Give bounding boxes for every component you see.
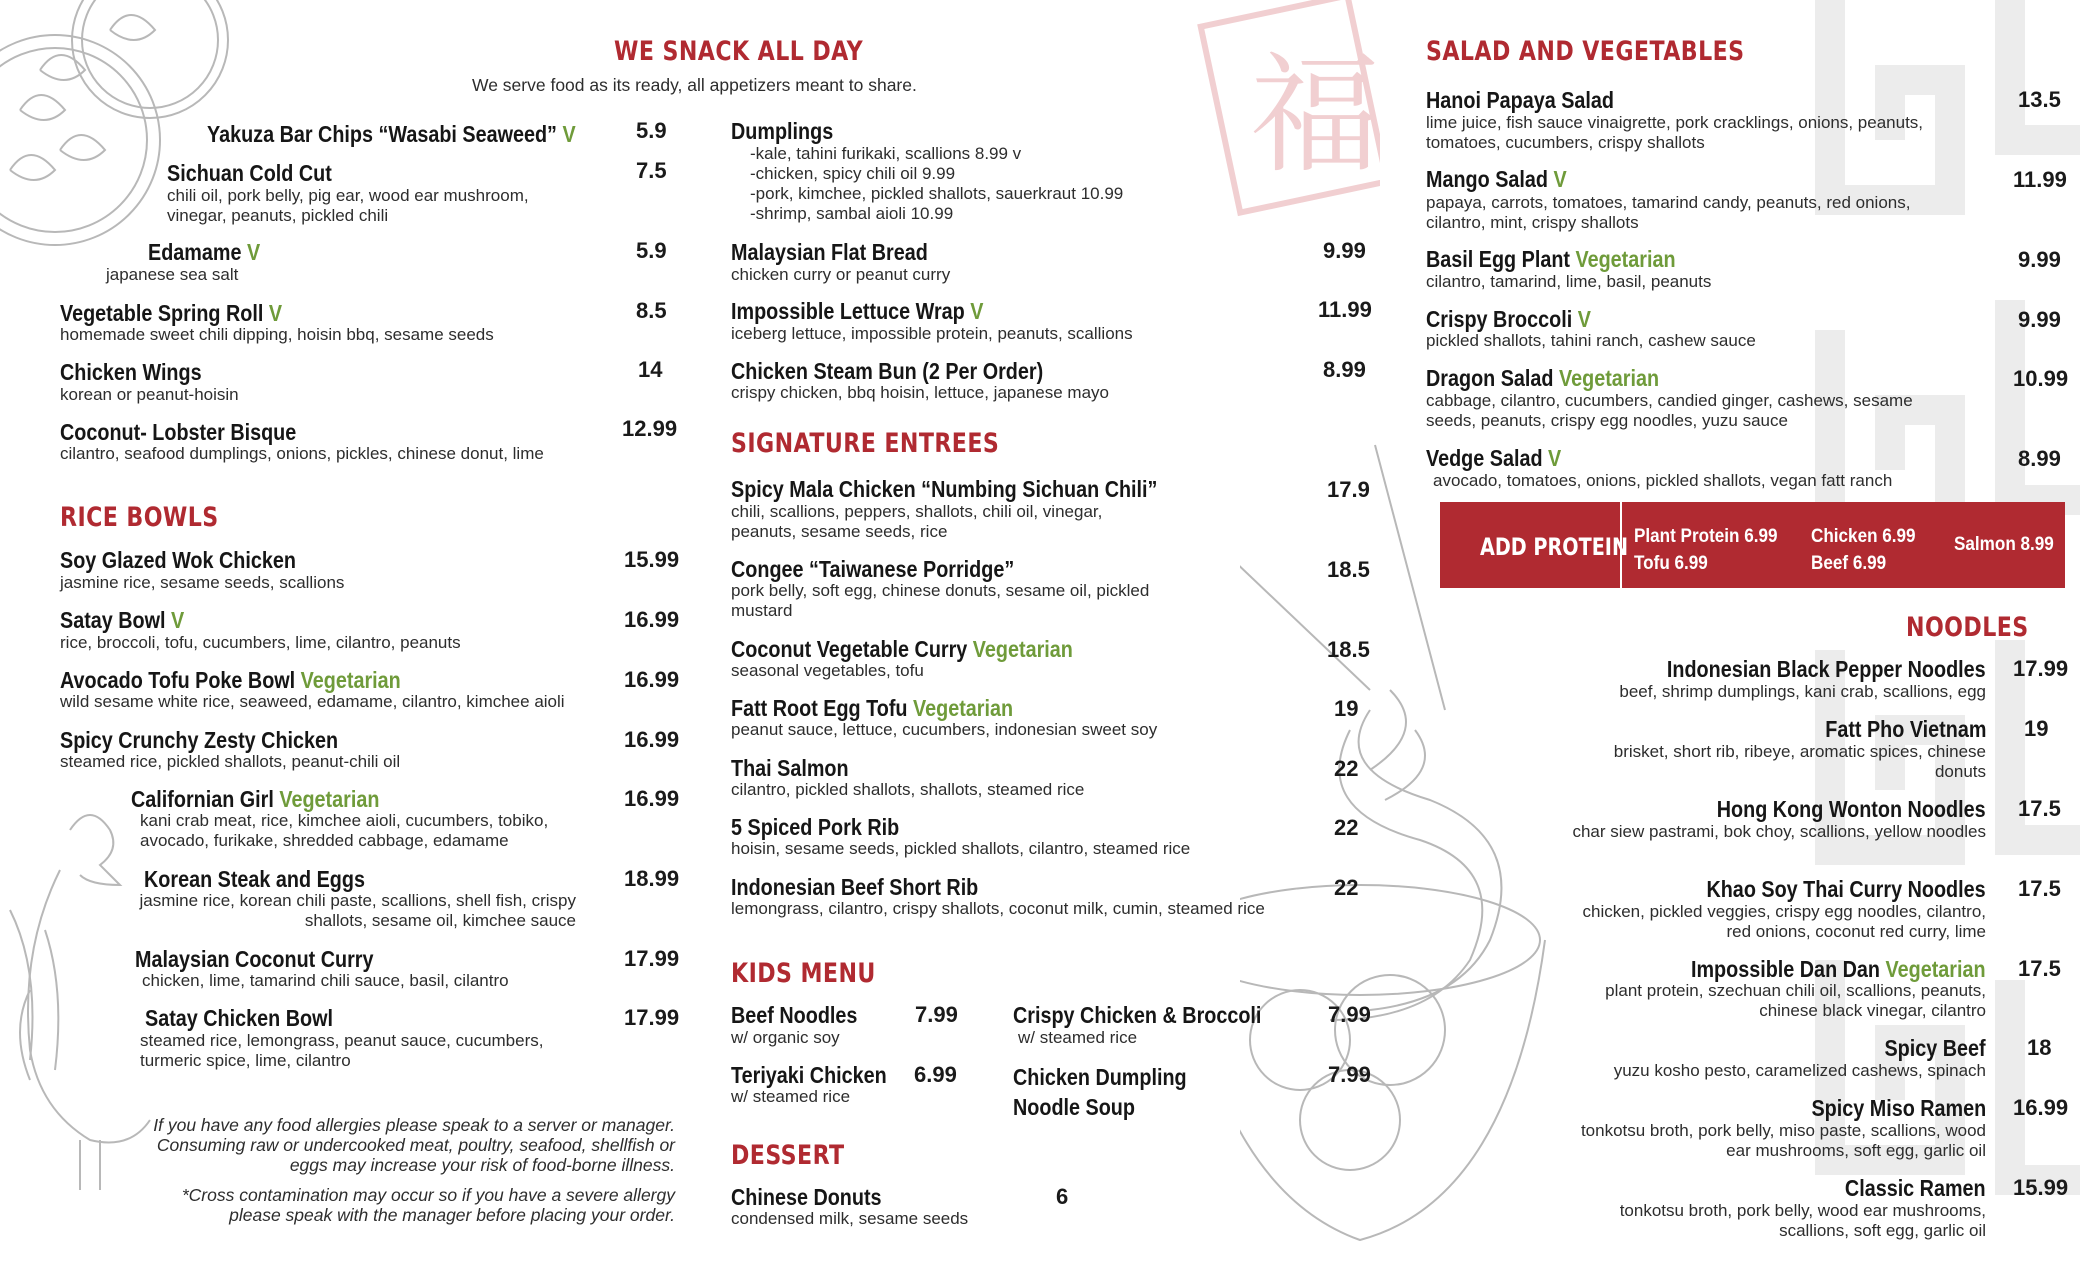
salad-title: SALAD AND VEGETABLES bbox=[1426, 36, 1745, 67]
menu-item-name: Coconut Vegetable Curry Vegetarian bbox=[731, 636, 1073, 662]
menu-item-desc: yuzu kosho pesto, caramelized cashews, spinach bbox=[1613, 1061, 1986, 1080]
dumpling-option: -chicken, spicy chili oil 9.99 bbox=[750, 164, 956, 183]
menu-item-name: Indonesian Black Pepper Noodles bbox=[1667, 656, 1986, 682]
menu-item-price: 13.5 bbox=[2018, 87, 2061, 112]
menu-item-desc: plant protein, szechuan chili oil, scallions, peanuts, chinese black vinegar, cilantro bbox=[1605, 981, 1986, 1020]
menu-item-name: Basil Egg Plant Vegetarian bbox=[1426, 246, 1676, 272]
menu-item-desc: wild sesame white rice, seaweed, edamame, cilantro, kimchee aioli bbox=[60, 692, 565, 711]
menu-item-name: Edamame V bbox=[148, 239, 261, 265]
menu-item-price: 18.99 bbox=[624, 866, 680, 891]
menu-item-desc: peanut sauce, lettuce, cucumbers, indonesian sweet soy bbox=[731, 720, 1158, 739]
menu-item-desc: pork belly, soft egg, chinese donuts, sesame oil, pickled mustard bbox=[731, 581, 1150, 620]
menu-item-name: Vedge Salad V bbox=[1426, 445, 1562, 471]
menu-item-price: 17.9 bbox=[1327, 477, 1370, 502]
menu-item-price: 17.99 bbox=[624, 946, 680, 971]
menu-item-desc: cilantro, pickled shallots, shallots, steamed rice bbox=[731, 780, 1085, 799]
menu-item-desc: chili, scallions, peppers, shallots, chili oil, vinegar, peanuts, sesame seeds, rice bbox=[731, 502, 1103, 541]
menu-item-desc: chili oil, pork belly, pig ear, wood ear mushroom, vinegar, peanuts, pickled chili bbox=[167, 186, 529, 225]
protein-option: Beef 6.99 bbox=[1811, 553, 1887, 574]
menu-item-price: 9.99 bbox=[2018, 247, 2061, 272]
menu-item-price: 7.99 bbox=[1328, 1062, 1371, 1087]
menu-item-desc: crispy chicken, bbq hoisin, lettuce, japanese mayo bbox=[731, 383, 1109, 402]
menu-item-price: 9.99 bbox=[1323, 238, 1366, 263]
menu-item-desc: w/ steamed rice bbox=[731, 1087, 851, 1106]
menu-item-name: Khao Soy Thai Curry Noodles bbox=[1706, 876, 1986, 902]
menu-item-price: 7.99 bbox=[1328, 1002, 1371, 1027]
menu-item-name: Malaysian Coconut Curry bbox=[135, 946, 374, 972]
menu-item-desc: lemongrass, cilantro, crispy shallots, coconut milk, cumin, steamed rice bbox=[731, 899, 1265, 918]
menu-item-desc: cilantro, seafood dumplings, onions, pickles, chinese donut, lime bbox=[60, 444, 544, 463]
cross-contamination-notice: *Cross contamination may occur so if you have a severe allergy please speak with the manager before placing your order. bbox=[181, 1185, 675, 1225]
menu-item-desc: tonkotsu broth, pork belly, miso paste, scallions, wood ear mushrooms, soft egg, garlic oil bbox=[1580, 1121, 1986, 1160]
menu-item-price: 16.99 bbox=[624, 607, 680, 632]
add-protein-title: ADD PROTEIN bbox=[1480, 533, 1629, 561]
menu-item-desc: kani crab meat, rice, kimchee aioli, cucumbers, tobiko, avocado, furikake, shredded cabbage, edamame bbox=[140, 811, 549, 850]
menu-item-price: 10.99 bbox=[2013, 366, 2069, 391]
menu-item-price: 19 bbox=[1334, 696, 1359, 721]
menu-item-desc: tonkotsu broth, pork belly, wood ear mushrooms, scallions, soft egg, garlic oil bbox=[1619, 1201, 1986, 1240]
menu-item-price: 22 bbox=[1334, 875, 1359, 900]
menu-item-price: 18.5 bbox=[1327, 557, 1370, 582]
menu-item-name: Chicken Dumpling Noodle Soup bbox=[1013, 1064, 1187, 1120]
menu-item-name: Malaysian Flat Bread bbox=[731, 239, 928, 265]
menu-item-price: 22 bbox=[1334, 756, 1359, 781]
menu-item-name: Fatt Root Egg Tofu Vegetarian bbox=[731, 695, 1014, 721]
menu-item-price: 16.99 bbox=[624, 667, 680, 692]
menu-item-name: Korean Steak and Eggs bbox=[144, 866, 365, 892]
menu-item-price: 17.5 bbox=[2018, 876, 2061, 901]
menu-item-price: 5.9 bbox=[636, 118, 667, 143]
menu-item-name: Chicken Steam Bun (2 Per Order) bbox=[731, 358, 1044, 384]
menu-item-price: 8.5 bbox=[636, 298, 667, 323]
menu-item-name: Sichuan Cold Cut bbox=[167, 160, 332, 186]
menu-item-price: 18.5 bbox=[1327, 637, 1370, 662]
menu-item-desc: chicken curry or peanut curry bbox=[731, 265, 951, 284]
menu-item-name: Spicy Crunchy Zesty Chicken bbox=[60, 727, 339, 753]
menu-item-desc: chicken, pickled veggies, crispy egg noodles, cilantro, red onions, coconut red curry, lime bbox=[1582, 902, 1986, 941]
snacks-title: WE SNACK ALL DAY bbox=[614, 36, 864, 67]
menu-item-desc: homemade sweet chili dipping, hoisin bbq, sesame seeds bbox=[60, 325, 494, 344]
menu-item-name: Impossible Lettuce Wrap V bbox=[731, 298, 984, 324]
menu-item-name: Crispy Chicken & Broccoli bbox=[1013, 1002, 1262, 1028]
menu-item-price: 15.99 bbox=[2013, 1175, 2069, 1200]
menu-item-desc: hoisin, sesame seeds, pickled shallots, cilantro, steamed rice bbox=[731, 839, 1191, 858]
menu-item-name: Classic Ramen bbox=[1845, 1175, 1986, 1201]
menu-item-price: 8.99 bbox=[2018, 446, 2061, 471]
menu-item-name: Satay Chicken Bowl bbox=[145, 1005, 333, 1031]
menu-item-name: Dumplings bbox=[731, 118, 834, 144]
menu-item-desc: w/ steamed rice bbox=[1018, 1028, 1138, 1047]
menu-item-name: Hong Kong Wonton Noodles bbox=[1717, 796, 1986, 822]
menu-item-name: Spicy Mala Chicken “Numbing Sichuan Chili” bbox=[731, 476, 1158, 502]
menu-item-desc: cabbage, cilantro, cucumbers, candied ginger, cashews, sesame seeds, peanuts, crispy egg noodles, yuzu sauce bbox=[1426, 391, 1913, 430]
snacks-subtitle: We serve food as its ready, all appetizers meant to share. bbox=[472, 75, 917, 95]
menu-item-price: 14 bbox=[638, 357, 663, 382]
menu-item-price: 16.99 bbox=[2013, 1095, 2069, 1120]
dessert-title: DESSERT bbox=[731, 1140, 845, 1171]
menu-item-desc: pickled shallots, tahini ranch, cashew sauce bbox=[1426, 331, 1756, 350]
menu-item-name: Vegetable Spring Roll V bbox=[60, 300, 283, 326]
menu-item-price: 18 bbox=[2027, 1035, 2052, 1060]
menu-item-name: Crispy Broccoli V bbox=[1426, 306, 1591, 332]
fu-character-watermark bbox=[1190, 0, 1380, 240]
menu-item-name: Chinese Donuts bbox=[731, 1184, 882, 1210]
menu-item-price: 16.99 bbox=[624, 786, 680, 811]
menu-item-price: 7.99 bbox=[915, 1002, 958, 1027]
protein-option: Plant Protein 6.99 bbox=[1634, 526, 1778, 547]
menu-item-desc: w/ organic soy bbox=[731, 1028, 840, 1047]
menu-item-name: Impossible Dan Dan Vegetarian bbox=[1691, 956, 1986, 982]
noodles-title: NOODLES bbox=[1906, 612, 2029, 643]
menu-item-desc: jasmine rice, korean chili paste, scallions, shell fish, crispy shallots, sesame oil, kimchee sauce bbox=[139, 891, 576, 930]
menu-item-price: 6 bbox=[1056, 1184, 1069, 1209]
svg-text:福: 福 bbox=[1250, 39, 1380, 191]
menu-item-name: Congee “Taiwanese Porridge” bbox=[731, 556, 1015, 582]
menu-item-desc: korean or peanut-hoisin bbox=[60, 385, 239, 404]
kids-menu-title: KIDS MENU bbox=[731, 958, 876, 989]
menu-item-price: 5.9 bbox=[636, 238, 667, 263]
menu-item-name: Thai Salmon bbox=[731, 755, 849, 781]
menu-item-name: 5 Spiced Pork Rib bbox=[731, 814, 900, 840]
menu-item-name: Californian Girl Vegetarian bbox=[131, 786, 380, 812]
menu-item-desc: jasmine rice, sesame seeds, scallions bbox=[60, 573, 345, 592]
menu-item-name: Spicy Miso Ramen bbox=[1811, 1095, 1986, 1121]
menu-item-desc: brisket, short rib, ribeye, aromatic spices, chinese donuts bbox=[1613, 742, 1986, 781]
menu-item-price: 8.99 bbox=[1323, 357, 1366, 382]
protein-option: Chicken 6.99 bbox=[1811, 526, 1916, 547]
menu-item-desc: char siew pastrami, bok choy, scallions, yellow noodles bbox=[1572, 822, 1986, 841]
protein-option: Salmon 8.99 bbox=[1954, 534, 2054, 555]
menu-item-price: 11.99 bbox=[1318, 297, 1372, 322]
dumpling-option: -kale, tahini furikaki, scallions 8.99 v bbox=[750, 144, 1022, 163]
menu-item-name: Dragon Salad Vegetarian bbox=[1426, 365, 1660, 391]
menu-item-desc: avocado, tomatoes, onions, pickled shallots, vegan fatt ranch bbox=[1433, 471, 1893, 490]
dumpling-option: -pork, kimchee, pickled shallots, sauerkraut 10.99 bbox=[750, 184, 1124, 203]
menu-item-name: Chicken Wings bbox=[60, 359, 202, 385]
menu-item-desc: steamed rice, lemongrass, peanut sauce, cucumbers, turmeric spice, lime, cilantro bbox=[140, 1031, 544, 1070]
menu-item-desc: papaya, carrots, tomatoes, tamarind candy, peanuts, red onions, cilantro, mint, crispy shallots bbox=[1426, 193, 1911, 232]
menu-item-price: 11.99 bbox=[2013, 167, 2067, 192]
menu-item-desc: steamed rice, pickled shallots, peanut-chili oil bbox=[60, 752, 401, 771]
menu-item-price: 19 bbox=[2024, 716, 2049, 741]
menu-item-price: 22 bbox=[1334, 815, 1359, 840]
menu-item-desc: lime juice, fish sauce vinaigrette, pork cracklings, onions, peanuts, tomatoes, cucumbers, crispy shallots bbox=[1426, 113, 1924, 152]
entrees-title: SIGNATURE ENTREES bbox=[731, 428, 1000, 459]
menu-item-name: Beef Noodles bbox=[731, 1002, 858, 1028]
menu-item-name: Satay Bowl V bbox=[60, 607, 185, 633]
menu-item-name: Avocado Tofu Poke Bowl Vegetarian bbox=[60, 667, 401, 693]
menu-item-desc: japanese sea salt bbox=[106, 265, 239, 284]
menu-item-name: Coconut- Lobster Bisque bbox=[60, 419, 297, 445]
menu-item-name: Hanoi Papaya Salad bbox=[1426, 87, 1614, 113]
menu-item-desc: chicken, lime, tamarind chili sauce, basil, cilantro bbox=[142, 971, 509, 990]
menu-item-price: 16.99 bbox=[624, 727, 680, 752]
menu-item-name: Soy Glazed Wok Chicken bbox=[60, 547, 296, 573]
menu-item-price: 12.99 bbox=[622, 416, 678, 441]
menu-item-price: 17.5 bbox=[2018, 796, 2061, 821]
menu-item-price: 15.99 bbox=[624, 547, 680, 572]
menu-item-desc: iceberg lettuce, impossible protein, peanuts, scallions bbox=[731, 324, 1133, 343]
menu-item-name: Spicy Beef bbox=[1884, 1035, 1986, 1061]
menu-item-desc: condensed milk, sesame seeds bbox=[731, 1209, 969, 1228]
menu-item-desc: beef, shrimp dumplings, kani crab, scallions, egg bbox=[1619, 682, 1986, 701]
allergy-notice: If you have any food allergies please speak to a server or manager. Consuming raw or undercooked meat, poultry, seafood, shellfish or eggs may increase your risk of food-borne illness. bbox=[153, 1115, 675, 1175]
menu-item-price: 17.99 bbox=[2013, 656, 2069, 681]
menu-item-desc: seasonal vegetables, tofu bbox=[731, 661, 924, 680]
menu-item-name: Fatt Pho Vietnam bbox=[1824, 716, 1986, 742]
rice-bowls-title: RICE BOWLS bbox=[60, 502, 219, 533]
rooster-illustration bbox=[0, 790, 160, 1210]
menu-item-price: 9.99 bbox=[2018, 307, 2061, 332]
protein-option: Tofu 6.99 bbox=[1634, 553, 1708, 574]
menu-item-price: 7.5 bbox=[636, 158, 667, 183]
menu-item-price: 17.5 bbox=[2018, 956, 2061, 981]
menu-item-desc: cilantro, tamarind, lime, basil, peanuts bbox=[1426, 272, 1712, 291]
menu-item-desc: rice, broccoli, tofu, cucumbers, lime, cilantro, peanuts bbox=[60, 633, 461, 652]
menu-item-name: Yakuza Bar Chips “Wasabi Seaweed” V bbox=[207, 121, 576, 147]
menu-item-price: 6.99 bbox=[914, 1062, 957, 1087]
menu-item-name: Mango Salad V bbox=[1426, 166, 1567, 192]
menu-item-price: 17.99 bbox=[624, 1005, 680, 1030]
menu-item-name: Teriyaki Chicken bbox=[731, 1062, 887, 1088]
menu-item-name: Indonesian Beef Short Rib bbox=[731, 874, 979, 900]
dumpling-option: -shrimp, sambal aioli 10.99 bbox=[750, 204, 954, 223]
